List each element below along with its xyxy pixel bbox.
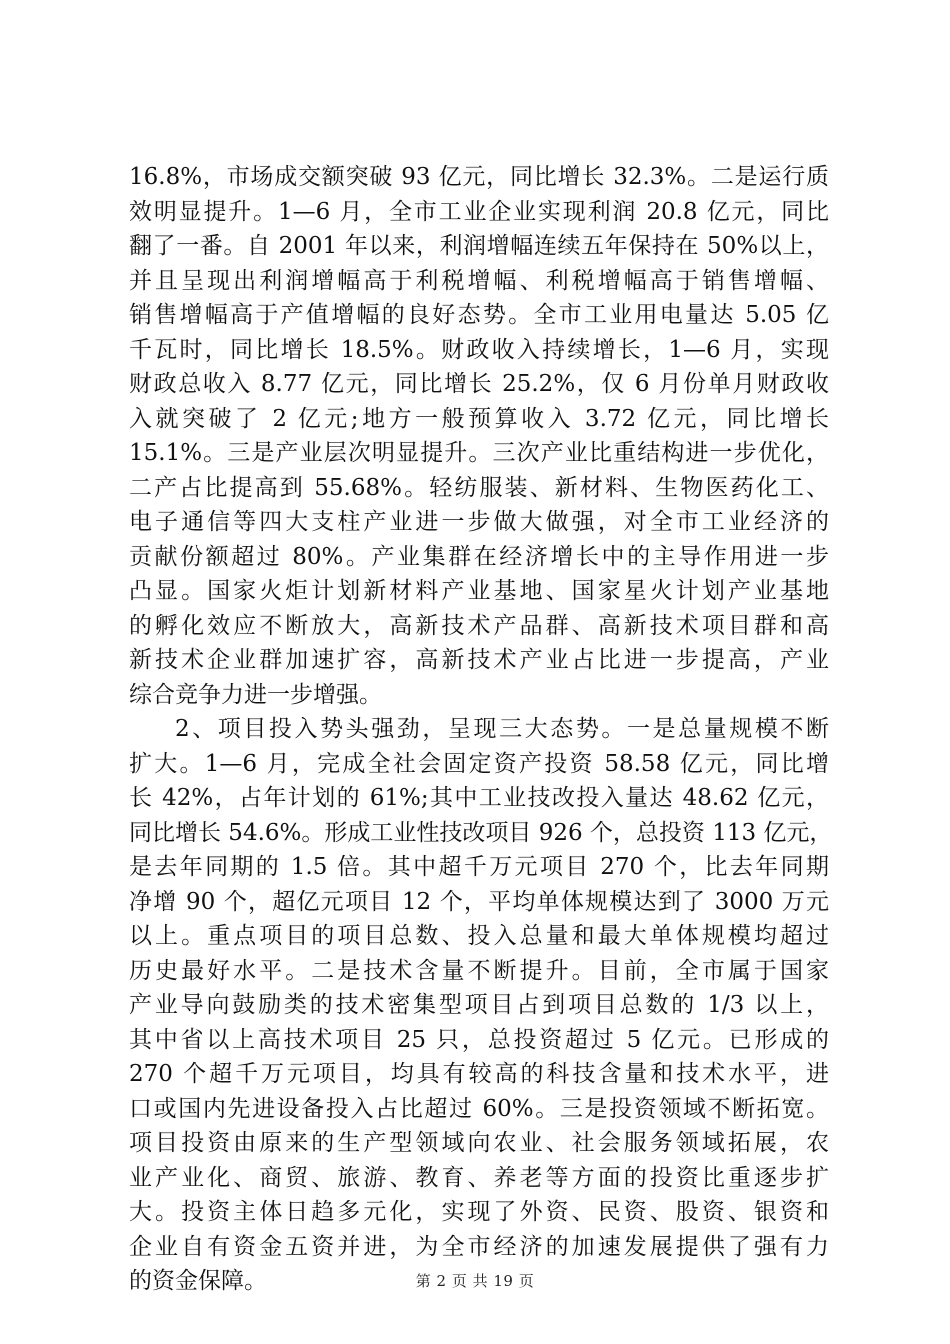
text-line: 的孵化效应不断放大，高新技术产品群、高新技术项目群和高 (129, 612, 829, 639)
text-line: 270 个超千万元项目，均具有较高的科技含量和技术水平，进 (129, 1061, 829, 1087)
text-line: 扩大。1—6 月，完成全社会固定资产投资 58.58 亿元，同比增 (129, 750, 829, 777)
text-line: 大。投资主体日趋多元化，实现了外资、民资、股资、银资和 (129, 1199, 829, 1225)
text-line: 企业自有资金五资并进，为全市经济的加速发展提供了强有力 (129, 1233, 829, 1260)
body-text (129, 160, 833, 1299)
text-line: 以上。重点项目的项目总数、投入总量和最大单体规模均超过 (129, 923, 829, 949)
text-line: 口或国内先进设备投入占比超过 60%。三是投资领域不断拓宽。 (129, 1095, 829, 1122)
text-line: 项目投资由原来的生产型领域向农业、社会服务领域拓展，农 (129, 1130, 829, 1156)
text-line: 产业导向鼓励类的技术密集型项目占到项目总数的 1/3 以上， (129, 992, 829, 1018)
text-line: 长 42%，占年计划的 61%;其中工业技改投入量达 48.62 亿元， (129, 785, 829, 811)
text-line: 入就突破了 2 亿元;地方一般预算收入 3.72 亿元，同比增长 (129, 405, 829, 432)
text-line: 贡献份额超过 80%。产业集群在经济增长中的主导作用进一步 (129, 543, 829, 570)
text-line: 千瓦时，同比增长 18.5%。财政收入持续增长，1—6 月，实现 (129, 336, 829, 363)
text-line: 的资金保障。 (129, 1268, 267, 1294)
text-line: 综合竞争力进一步增强。 (129, 681, 382, 708)
text-line: 并且呈现出利润增幅高于利税增幅、利税增幅高于销售增幅、 (129, 267, 829, 294)
text-line: 凸显。国家火炬计划新材料产业基地、国家星火计划产业基地 (129, 578, 829, 604)
text-line: 同比增长 54.6%。形成工业性技改项目 926 个，总投资 113 亿元， (129, 819, 833, 846)
page-number-footer: 第 2 页 共 19 页 (415, 1272, 535, 1290)
text-line: 净增 90 个，超亿元项目 12 个，平均单体规模达到了 3000 万元 (129, 888, 829, 915)
paragraph-start-line: 2、项目投入势头强劲，呈现三大态势。一是总量规模不断 (175, 716, 829, 742)
text-line: 其中省以上高技术项目 25 只，总投资超过 5 亿元。已形成的 (129, 1026, 829, 1053)
text-line: 16.8%，市场成交额突破 93 亿元，同比增长 32.3%。二是运行质 (129, 164, 829, 190)
text-line: 业产业化、商贸、旅游、教育、养老等方面的投资比重逐步扩 (129, 1164, 829, 1191)
text-line: 二产占比提高到 55.68%。轻纺服装、新材料、生物医药化工、 (129, 474, 829, 501)
text-line: 效明显提升。1—6 月，全市工业企业实现利润 20.8 亿元，同比 (129, 198, 829, 225)
text-line: 15.1%。三是产业层次明显提升。三次产业比重结构进一步优化， (129, 440, 829, 466)
text-line: 是去年同期的 1.5 倍。其中超千万元项目 270 个，比去年同期 (129, 854, 829, 880)
text-line: 电子通信等四大支柱产业进一步做大做强，对全市工业经济的 (129, 509, 829, 535)
text-line: 历史最好水平。二是技术含量不断提升。目前，全市属于国家 (129, 957, 829, 984)
text-line: 销售增幅高于产值增幅的良好态势。全市工业用电量达 5.05 亿 (129, 302, 829, 328)
text-line: 财政总收入 8.77 亿元，同比增长 25.2%，仅 6 月份单月财政收 (129, 371, 829, 397)
text-line: 翻了一番。自 2001 年以来，利润增幅连续五年保持在 50%以上， (129, 233, 829, 259)
text-line: 新技术企业群加速扩容，高新技术产业占比进一步提高，产业 (129, 647, 829, 673)
